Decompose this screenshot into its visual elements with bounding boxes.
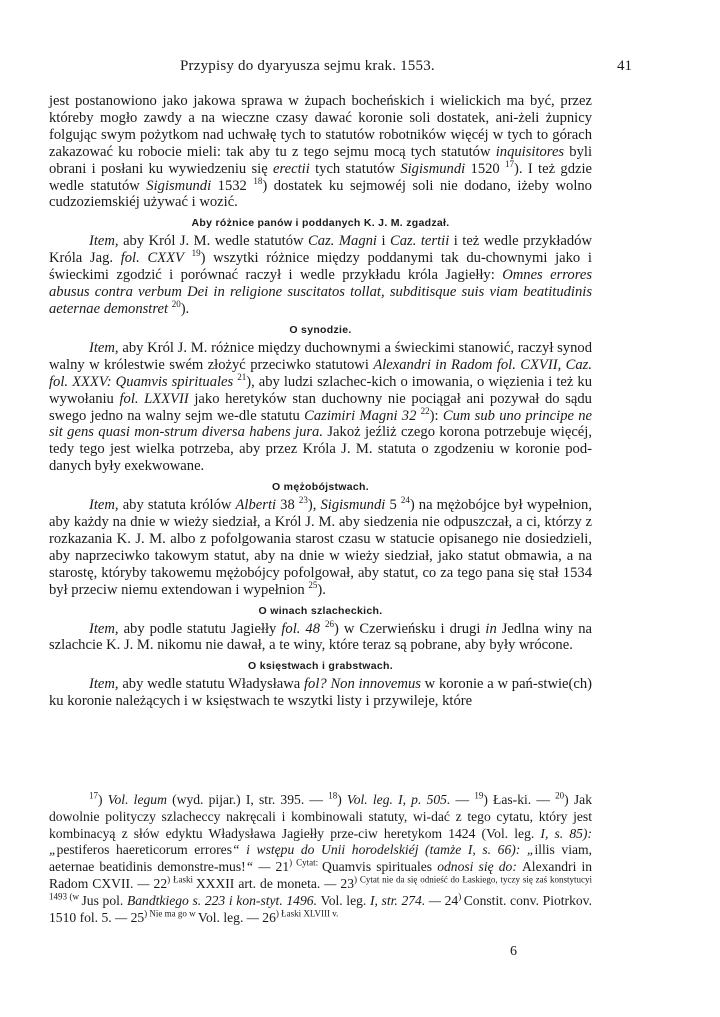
paragraph-6 xyxy=(49,676,592,710)
text-run: ), xyxy=(307,497,321,514)
italic-run: Bandtkiego s. 223 i kon-styt. 1496. xyxy=(123,892,321,908)
footnote-ref: 19 xyxy=(191,248,201,259)
italic-run: fol. 48 xyxy=(281,620,320,637)
paragraph-3 xyxy=(49,340,592,475)
italic-run: “ i wstępu do Unii horodelskiéj (tamże I, s. 66): „ xyxy=(232,842,535,858)
text-run: aby podle statutu Jagiełły xyxy=(118,620,282,637)
footnote-ref: 26 xyxy=(325,618,334,629)
text-run: ) Jak dowolnie polityczy szlacheccy nakręcali i kombinowali statuty, wi-dać z tego cytatu, który jest kombinacyą z słów edyktu Władysława Jagiełły prze-ciw heretykom 1424 ( xyxy=(49,792,592,841)
text-run: jako heretyków stan duchowny nie pociągał ani pozywał do sądu swego jedno na walny sejm we-dle statutu xyxy=(49,390,592,424)
text-run: illis viam, aeternae beatidinis demonstre-mus! xyxy=(49,842,592,875)
italic-run: I, s. 85): „ xyxy=(49,825,592,858)
italic-run: Cazimiri Magni 32 xyxy=(304,407,417,424)
italic-run: Alberti xyxy=(235,497,277,514)
italic-run: — xyxy=(243,909,263,925)
text-run: — xyxy=(450,792,475,807)
heading-mezobojstwa: O mężobójstwach. xyxy=(272,481,369,494)
italic-run: fol. CXXV xyxy=(120,250,184,267)
text-run: 25 xyxy=(130,909,145,925)
footnote-ref: 21 xyxy=(237,371,247,382)
text-run: Jakoż jeźliż czego korona potrzebuje więcéj, tedy tego jest wielka potrzeba, aby przez Króla J. M. statuta o zgodzeniu w koronie pod-danych były exekwowane. xyxy=(49,424,592,475)
text-run: ) dostatek ku sejmowéj soli nie dodano, iżeby wolno cudzoziemskiéj używać i wozić. xyxy=(49,177,592,211)
text-run: Vol. leg. xyxy=(320,892,367,908)
text-run: aby Król J. M. wedle statutów xyxy=(118,233,309,250)
paragraph-5 xyxy=(49,618,592,655)
footnote-ref: ) Cytat nie da się odnieść do Łaskiego, tyczy się zaś konstytucyi 1493 (w xyxy=(49,874,593,902)
italic-run: Caz. tertii xyxy=(390,233,450,250)
heading-synod: O synodzie. xyxy=(289,323,352,336)
text-run: 23 xyxy=(340,875,354,891)
footnote-ref: 24 xyxy=(400,495,410,506)
text-run: i xyxy=(377,233,391,250)
italic-run: fol? Non innovemus xyxy=(304,676,421,693)
italic-run: Caz. Magni xyxy=(308,233,377,250)
footnote-ref: 22 xyxy=(420,405,430,416)
paragraph-1 xyxy=(49,93,592,211)
heading-ksiestwa: O księstwach i grabstwach. xyxy=(248,660,393,673)
text-run: 26 xyxy=(262,909,276,925)
footnote-ref: 18 xyxy=(253,175,263,186)
italic-run: — xyxy=(133,875,154,891)
italic-run: Omnes errores abusus contra verbum Dei in religione suscitatos tollat, subditisque suis viam beatitudinis aeternae demonstret xyxy=(49,267,592,317)
text-run: XXXII art. de moneta. xyxy=(195,875,321,891)
italic-run: in xyxy=(485,620,497,637)
text-run: aby statuta królów xyxy=(118,497,236,514)
italic-run: Item, xyxy=(89,233,119,250)
footnote-ref: 18 xyxy=(328,790,338,801)
text-run: Vol. leg. xyxy=(486,825,535,841)
italic-run: Vol. legum xyxy=(107,792,167,807)
text-run: Alexandri in Radom CXVII. xyxy=(49,859,593,891)
footnote-ref: 23 xyxy=(298,495,308,506)
text-run: 1532 xyxy=(211,177,254,194)
text-run: aby Król J. M. różnice między duchownymi a świeckimi stanowić, raczył synod walny w królestwie swém złożyć przeciwko statutowi xyxy=(49,339,592,373)
italic-run: Item, xyxy=(89,620,119,637)
running-title: Przypisy do dyaryusza sejmu krak. 1553. xyxy=(180,58,435,74)
text-run: byli obrani i posłani ku wywiedzeniu się xyxy=(49,143,592,177)
running-header xyxy=(50,58,632,80)
italic-run: — xyxy=(111,909,131,925)
text-run: ), aby ludzi szlachec-kich o imowania, o więzienia i też ku wywołaniu xyxy=(49,373,592,407)
footnote-ref: ) xyxy=(458,891,464,902)
footnote-ref: 25 xyxy=(308,579,318,590)
italic-run: Vol. leg. I, p. 505. xyxy=(346,792,451,807)
text-run: Vol. leg. xyxy=(197,909,244,925)
italic-run: Item, xyxy=(89,497,119,514)
footnote-ref: ) Cytat: xyxy=(289,857,323,868)
footnote-ref: ) Łaski XLVIII v. xyxy=(275,908,339,919)
text-run: 5 xyxy=(385,497,401,514)
paragraph-2 xyxy=(49,233,592,318)
text-run: 24 xyxy=(444,892,459,908)
main-text xyxy=(49,93,592,710)
text-run: ) wszytki różnice między poddanymi tak du-chownymi jako i świeckimi zgodzić i porównać raczył i wedle przykładu króla Jagiełły: xyxy=(49,250,592,284)
signature-mark: 6 xyxy=(510,944,517,959)
paragraph-4 xyxy=(49,497,592,598)
text-run: ) Łas-ki. — xyxy=(483,792,556,807)
text-run: 38 xyxy=(276,497,299,514)
italic-run: Alexandri in Radom fol. CXVII, Caz. fol. XXXV: Quamvis spirituales xyxy=(49,356,592,390)
text-run: Constit. conv. Piotrkov. 1510 fol. 5. xyxy=(49,892,592,925)
text-run: tych statutów xyxy=(309,160,401,177)
text-run: Quamvis spirituales xyxy=(322,859,433,875)
text-run: 1520 xyxy=(465,160,506,177)
italic-run: Sigismundi xyxy=(400,160,466,177)
text-run: ) w Czerwieńsku i drugi xyxy=(334,620,486,637)
text-run xyxy=(184,250,192,266)
footnote-ref: 20 xyxy=(555,790,565,801)
text-run: (wyd. pijar.) I, str. 395. — xyxy=(166,792,329,807)
text-run: Jus pol. xyxy=(81,892,124,908)
italic-run: erectii xyxy=(273,160,310,177)
footnote-ref: 17 xyxy=(89,790,98,801)
footnote-ref: ) Łaski xyxy=(167,874,196,885)
text-run: ). I też gdzie wedle statutów xyxy=(49,160,592,194)
text-run: 21 xyxy=(275,859,290,875)
text-run: pestiferos haereticorum errores xyxy=(56,842,233,858)
footnotes xyxy=(49,792,592,926)
text-run: ). xyxy=(317,581,326,598)
footnote-ref: ) Nie ma go w xyxy=(144,908,198,919)
italic-run: Sigismundi xyxy=(146,177,212,194)
italic-run: Item, xyxy=(89,339,119,356)
footnote-ref: 17 xyxy=(505,158,515,169)
text-run: 22 xyxy=(153,875,168,891)
text-run: aby wedle statutu Władysława xyxy=(118,676,304,693)
italic-run: fol. LXXVII xyxy=(119,390,189,407)
footnote-ref: 20 xyxy=(171,299,181,310)
italic-run: “ — xyxy=(245,859,276,875)
text-run: Jedlna winy na szlachcie K. J. M. nikomu nie dawał, a te winy, które teraz są pobrane, aby były wrócone. xyxy=(49,620,592,654)
text-run: ) xyxy=(337,792,347,807)
italic-run: Cum sub uno principe ne sit gens quasi mon-strum diversa habens jura. xyxy=(49,407,592,441)
text-run: w koronie a w pań-stwie(ch) ku koronie należących i w księstwach te wszytki listy i przywileje, które xyxy=(49,676,593,710)
italic-run: inquisitores xyxy=(495,143,565,160)
text-run: jest postanowiono jako jakowa sprawa w żupach bocheńskich i wielickich ma być, przez którеby mogło zawdy a na wieczne czasy dawać koronie soli dostatek, ani-żeli żupnicy folgując swym pożytkom nad uchwałę tych to statutów robotników więcéj w tych to górach zakazować ku robocie mieli: tak aby tu z tego sejmu mocą tych statutów xyxy=(49,93,592,160)
italic-run: — xyxy=(320,875,341,891)
heading-winy: O winach szlacheckich. xyxy=(258,604,383,617)
heading-roznice: Aby różnice panów i poddanych K. J. M. zgadzał. xyxy=(191,217,450,230)
text-run: i też wedle przykładów Króla Jag. xyxy=(49,233,592,267)
footnote-ref: 19 xyxy=(474,790,484,801)
italic-run: Sigismundi xyxy=(320,497,386,514)
page-number: 41 xyxy=(617,58,632,74)
text-run: ) xyxy=(98,792,108,807)
footnotes-text xyxy=(49,792,592,926)
italic-run: odnosi się do: xyxy=(432,859,522,875)
text-run: ) na mężobójce był wypełnion, aby każdy na dnie w wieży siedział, a Król J. M. aby siedzenia nie odpuszczał, a ci, którzy z rozkazania K. J. M. albo z pofolgowania starost czasu w statucie opisanego nie dosiedzieli, aby naprzeciwko takowym statut, aby na dnie w wieży siedział, jako statut obmawia, a na starostę, któryby takowemu mężobójcy pofolgował, aby statut, co za tego pana się stał 1534 był przeciw niemu extendowan i wypełnion xyxy=(49,497,592,598)
italic-run: Item, xyxy=(89,676,119,693)
text-run: ): xyxy=(429,407,443,424)
italic-run: I, str. 274. — xyxy=(366,892,445,908)
text-run: ). xyxy=(180,300,190,317)
